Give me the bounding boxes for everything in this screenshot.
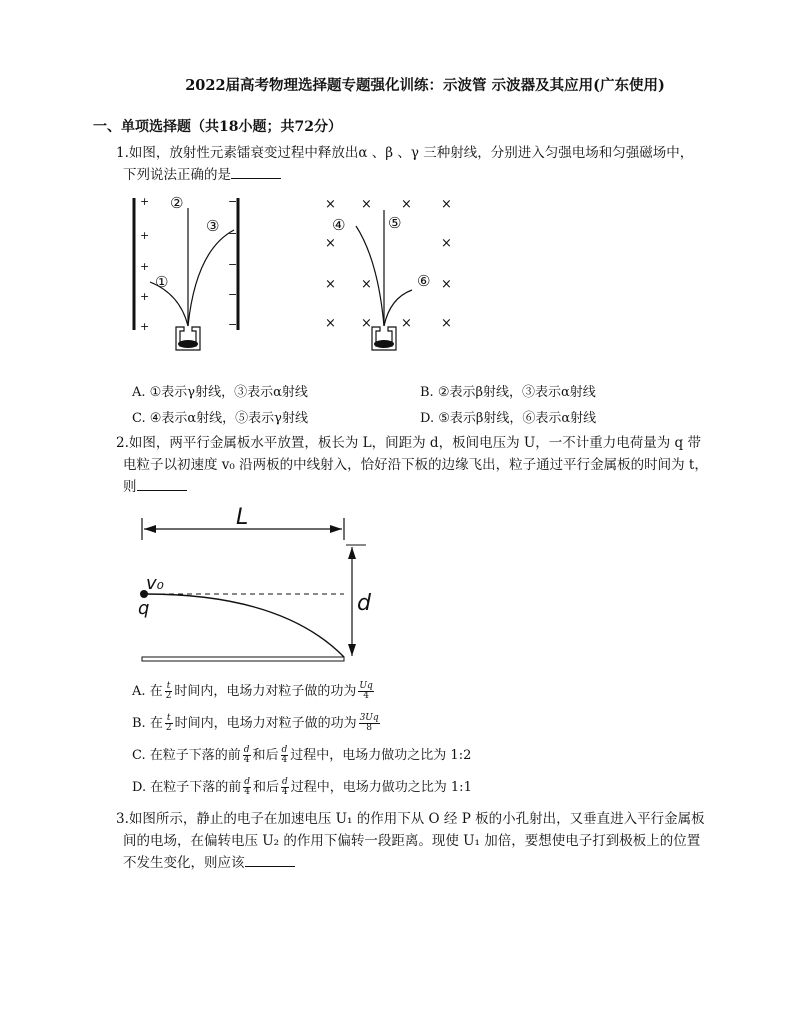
ray-label: ③ bbox=[206, 217, 220, 235]
fraction: $\frac{Uq}{4}$ bbox=[359, 681, 373, 701]
q2-figure bbox=[132, 500, 382, 670]
question-2 bbox=[116, 432, 716, 498]
fraction: $\frac{t}{2}$ bbox=[165, 713, 172, 733]
fraction: $\frac{3Uq}{8}$ bbox=[359, 713, 379, 733]
section-heading: 一、单项选择题（共18小题；共72分） bbox=[93, 119, 342, 135]
question-stem: 下列说法正确的是 bbox=[123, 167, 231, 183]
minus-sign: − bbox=[228, 195, 238, 208]
charge-label: q bbox=[138, 598, 150, 619]
arrow-head bbox=[330, 525, 342, 533]
option-b[interactable]: B. ②表示β射线，③表示α射线 bbox=[420, 385, 596, 400]
fraction: $\frac{d}{4}$ bbox=[281, 745, 288, 765]
q1-figure bbox=[120, 190, 480, 360]
ray-label: ⑥ bbox=[417, 272, 431, 290]
question-number: 3. bbox=[116, 811, 129, 827]
option-c[interactable]: C. ④表示α射线，⑤表示γ射线 bbox=[132, 411, 308, 426]
question-stem: 间的电场，在偏转电压 U₂ 的作用下偏转一段距离。现使 U₁ 加倍，要想使电子打到极板上的位置 bbox=[123, 833, 701, 849]
question-1 bbox=[116, 142, 716, 186]
ray-label: ⑤ bbox=[388, 214, 402, 232]
option-b[interactable]: B. 在 $\frac{t}{2}$ 时间内，电场力对粒子做的功为 $\frac{3Uq}{8}$ bbox=[132, 713, 379, 733]
option-a[interactable]: A. ①表示γ射线，③表示α射线 bbox=[132, 385, 308, 400]
field-cross: × bbox=[325, 236, 336, 251]
particle-trajectory bbox=[146, 594, 344, 657]
question-stem: 如图，放射性元素镭衰变过程中释放出α 、β 、γ 三种射线，分别进入匀强电场和匀强磁场中， bbox=[128, 145, 694, 161]
field-cross: × bbox=[401, 197, 412, 212]
arrow-head bbox=[348, 547, 356, 559]
field-cross: × bbox=[441, 236, 452, 251]
length-label: L bbox=[236, 505, 249, 530]
field-cross: × bbox=[361, 197, 372, 212]
question-stem: 则 bbox=[123, 479, 137, 495]
field-cross: × bbox=[361, 277, 372, 292]
answer-blank bbox=[231, 166, 281, 179]
velocity-label: v₀ bbox=[146, 573, 164, 594]
field-cross: × bbox=[441, 197, 452, 212]
plus-sign: + bbox=[140, 195, 150, 208]
fraction: $\frac{d}{4}$ bbox=[244, 777, 250, 797]
question-stem: 如图所示，静止的电子在加速电压 U₁ 的作用下从 O 经 P 板的小孔射出，又垂直进入平行金属板 bbox=[128, 811, 705, 827]
option-c[interactable]: C. 在粒子下落的前 $\frac{d}{4}$ 和后 $\frac{d}{4}$ 过程中，电场力做功之比为 1:2 bbox=[132, 745, 472, 765]
ray-label: ① bbox=[155, 273, 169, 291]
minus-sign: − bbox=[228, 258, 238, 271]
fraction: $\frac{d}{4}$ bbox=[243, 745, 250, 765]
plus-sign: + bbox=[140, 320, 150, 333]
question-3 bbox=[116, 808, 716, 874]
page-title: 2022届高考物理选择题专题强化训练：示波管 示波器及其应用(广东使用) bbox=[185, 77, 665, 94]
answer-blank bbox=[245, 854, 295, 867]
option-d[interactable]: D. ⑤表示β射线，⑥表示α射线 bbox=[420, 411, 597, 426]
minus-sign: − bbox=[228, 227, 238, 240]
option-d[interactable]: D. 在粒子下落的前 $\frac{d}{4}$ 和后 $\frac{d}{4}$ 过程中，电场力做功之比为 1:1 bbox=[132, 777, 472, 797]
field-cross: × bbox=[325, 197, 336, 212]
field-cross: × bbox=[441, 316, 452, 331]
question-number: 1. bbox=[116, 145, 129, 161]
plus-sign: + bbox=[140, 260, 150, 273]
answer-blank bbox=[137, 478, 187, 491]
ray-label: ② bbox=[170, 194, 184, 212]
field-cross: × bbox=[325, 316, 336, 331]
question-stem: 不发生变化，则应该 bbox=[123, 855, 245, 871]
minus-sign: − bbox=[228, 288, 238, 301]
plus-sign: + bbox=[140, 229, 150, 242]
minus-sign: − bbox=[228, 318, 238, 331]
question-stem: 如图，两平行金属板水平放置，板长为 L，间距为 d，板间电压为 U，一不计重力电荷量为 q 带 bbox=[128, 435, 701, 451]
lower-plate bbox=[142, 657, 344, 661]
ray-path bbox=[356, 226, 384, 326]
field-cross: × bbox=[401, 316, 412, 331]
field-cross: × bbox=[325, 277, 336, 292]
radium-sample bbox=[374, 340, 394, 348]
fraction: $\frac{t}{2}$ bbox=[165, 681, 172, 701]
ray-path bbox=[188, 230, 234, 326]
field-cross: × bbox=[441, 277, 452, 292]
field-cross: × bbox=[361, 316, 372, 331]
arrow-head bbox=[348, 644, 356, 656]
fraction: $\frac{d}{4}$ bbox=[282, 777, 288, 797]
plus-sign: + bbox=[140, 290, 150, 303]
arrow-head bbox=[144, 525, 156, 533]
option-a[interactable]: A. 在 $\frac{t}{2}$ 时间内，电场力对粒子做的功为 $\frac{Uq}{4}$ bbox=[132, 681, 373, 701]
question-stem: 电粒子以初速度 v₀ 沿两板的中线射入，恰好沿下板的边缘飞出，粒子通过平行金属板的时间为 t， bbox=[123, 457, 708, 473]
radium-sample bbox=[178, 340, 198, 348]
distance-label: d bbox=[357, 591, 371, 616]
question-number: 2. bbox=[116, 435, 129, 451]
ray-label: ④ bbox=[332, 216, 346, 234]
